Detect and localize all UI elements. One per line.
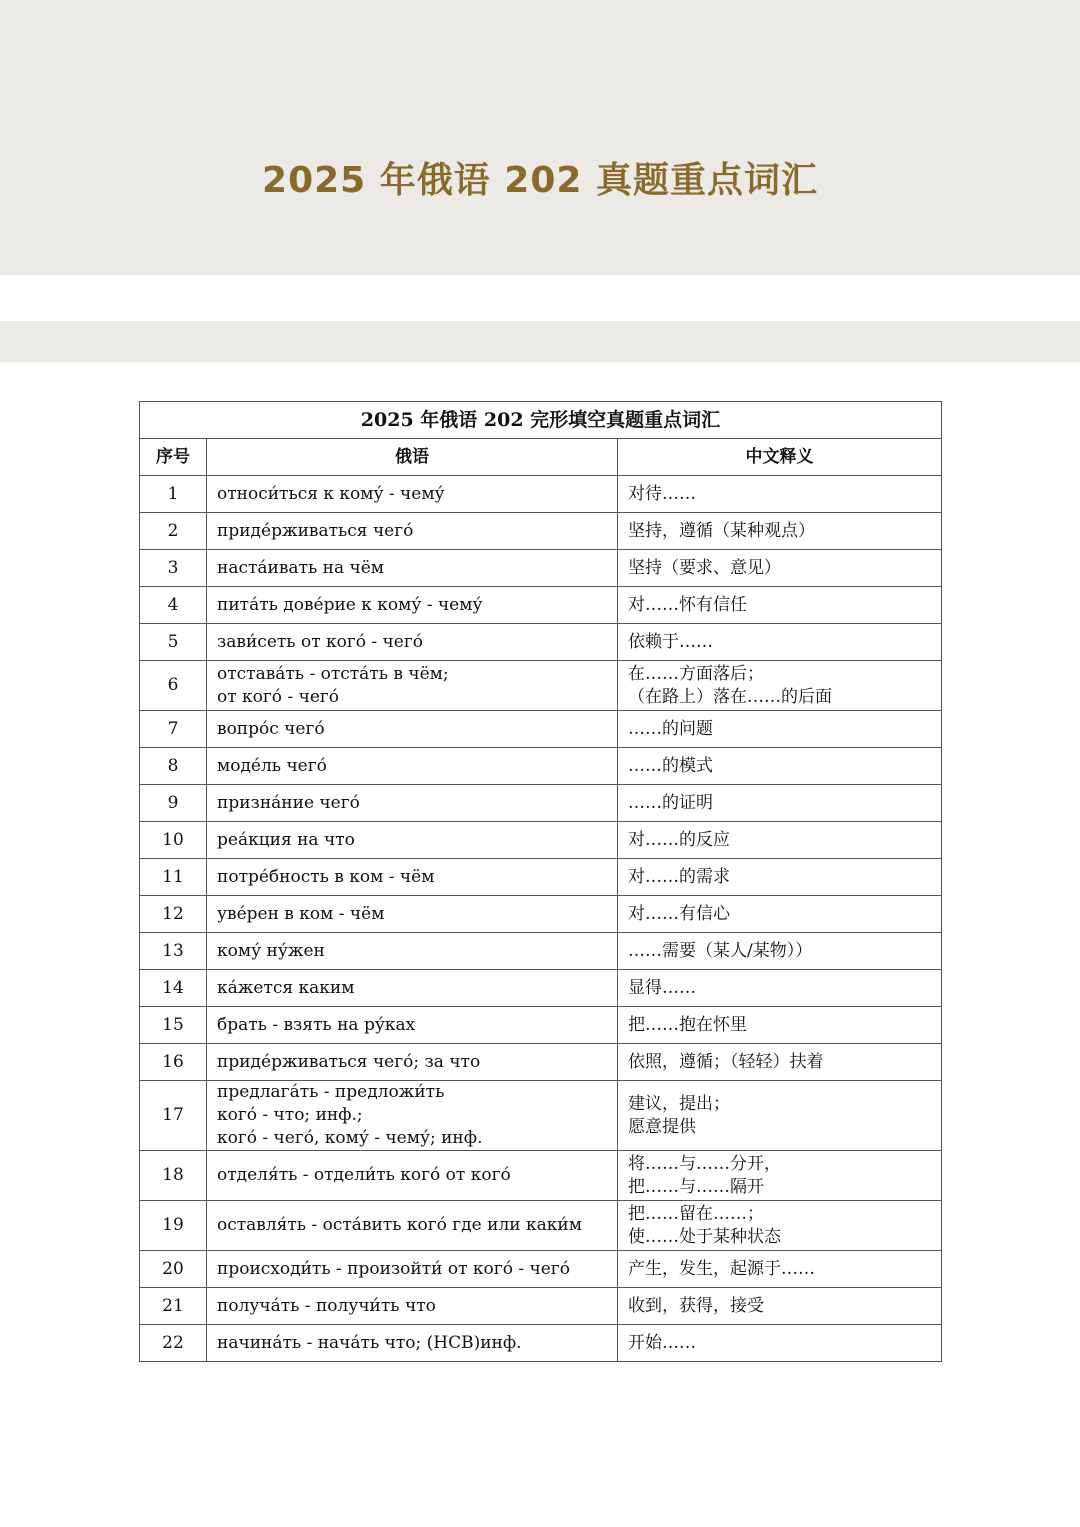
row-number: 6 [140,661,207,711]
table-row [140,822,942,859]
row-number: 8 [140,748,207,785]
column-header-chinese: 中文释义 [618,439,942,476]
row-number: 7 [140,711,207,748]
russian-term: кому́ ну́жен [207,933,618,970]
chinese-meaning: 将……与……分开， 把……与……隔开 [618,1151,942,1201]
row-number: 20 [140,1251,207,1288]
russian-term: призна́ние чего́ [207,785,618,822]
table-row [140,859,942,896]
chinese-meaning: 对……的反应 [618,822,942,859]
russian-term: моде́ль чего́ [207,748,618,785]
chinese-meaning: 显得…… [618,970,942,1007]
table-row [140,1007,942,1044]
russian-term: приде́рживаться чего́ [207,513,618,550]
divider-band [0,321,1080,362]
chinese-meaning: 依赖于…… [618,624,942,661]
russian-term: предлага́ть - предложи́ть кого́ - что; инф.; кого́ - чего́, кому́ - чему́; инф. [207,1081,618,1151]
russian-term: потре́бность в ком - чём [207,859,618,896]
russian-term: относи́ться к кому́ - чему́ [207,476,618,513]
chinese-meaning: 产生，发生，起源于…… [618,1251,942,1288]
russian-term: уве́рен в ком - чём [207,896,618,933]
table-row [140,1044,942,1081]
row-number: 1 [140,476,207,513]
vocabulary-table [139,401,942,1362]
table-row [140,1288,942,1325]
row-number: 4 [140,587,207,624]
table-row [140,624,942,661]
table-row [140,1325,942,1362]
table-row [140,513,942,550]
table-row [140,1251,942,1288]
row-number: 2 [140,513,207,550]
row-number: 16 [140,1044,207,1081]
row-number: 5 [140,624,207,661]
row-number: 18 [140,1151,207,1201]
chinese-meaning: 开始…… [618,1325,942,1362]
table-row [140,896,942,933]
chinese-meaning: ……需要（某人/某物）） [618,933,942,970]
row-number: 12 [140,896,207,933]
table-row [140,476,942,513]
chinese-meaning: 对……的需求 [618,859,942,896]
title-banner [0,0,1080,275]
russian-term: отделя́ть - отдели́ть кого́ от кого́ [207,1151,618,1201]
chinese-meaning: 依照，遵循；（轻轻）扶着 [618,1044,942,1081]
page-title: 2025 年俄语 202 真题重点词汇 [262,160,818,201]
table-row [140,1081,942,1151]
row-number: 19 [140,1201,207,1251]
chinese-meaning: ……的证明 [618,785,942,822]
row-number: 21 [140,1288,207,1325]
row-number: 13 [140,933,207,970]
chinese-meaning: 坚持（要求、意见） [618,550,942,587]
chinese-meaning: 收到，获得，接受 [618,1288,942,1325]
chinese-meaning: 在……方面落后； （在路上）落在……的后面 [618,661,942,711]
column-header-number: 序号 [140,439,207,476]
chinese-meaning: 对……怀有信任 [618,587,942,624]
russian-term: брать - взять на ру́ках [207,1007,618,1044]
row-number: 9 [140,785,207,822]
russian-term: реа́кция на что [207,822,618,859]
russian-term: вопро́с чего́ [207,711,618,748]
row-number: 3 [140,550,207,587]
row-number: 15 [140,1007,207,1044]
russian-term: получа́ть - получи́ть что [207,1288,618,1325]
row-number: 10 [140,822,207,859]
table-row [140,970,942,1007]
chinese-meaning: ……的模式 [618,748,942,785]
row-number: 14 [140,970,207,1007]
russian-term: ка́жется каким [207,970,618,1007]
russian-term: оставля́ть - оста́вить кого́ где или каки́м [207,1201,618,1251]
table-row [140,1151,942,1201]
table-caption: 2025 年俄语 202 完形填空真题重点词汇 [140,402,942,439]
russian-term: наста́ивать на чём [207,550,618,587]
table-row [140,661,942,711]
table-row [140,1201,942,1251]
table-row [140,748,942,785]
chinese-meaning: ……的问题 [618,711,942,748]
russian-term: приде́рживаться чего́; за что [207,1044,618,1081]
chinese-meaning: 坚持，遵循（某种观点） [618,513,942,550]
russian-term: отстава́ть - отста́ть в чём; от кого́ - чего́ [207,661,618,711]
russian-term: происходи́ть - произойти́ от кого́ - чего́ [207,1251,618,1288]
russian-term: зави́сеть от кого́ - чего́ [207,624,618,661]
row-number: 11 [140,859,207,896]
row-number: 22 [140,1325,207,1362]
russian-term: пита́ть дове́рие к кому́ - чему́ [207,587,618,624]
chinese-meaning: 对待…… [618,476,942,513]
row-number: 17 [140,1081,207,1151]
table-row [140,785,942,822]
column-header-russian: 俄语 [207,439,618,476]
table-row [140,550,942,587]
russian-term: начина́ть - нача́ть что; (НСВ)инф. [207,1325,618,1362]
chinese-meaning: 把……留在……； 使……处于某种状态 [618,1201,942,1251]
chinese-meaning: 对……有信心 [618,896,942,933]
chinese-meaning: 建议，提出； 愿意提供 [618,1081,942,1151]
table-row [140,711,942,748]
chinese-meaning: 把……抱在怀里 [618,1007,942,1044]
table-row [140,933,942,970]
table-row [140,587,942,624]
